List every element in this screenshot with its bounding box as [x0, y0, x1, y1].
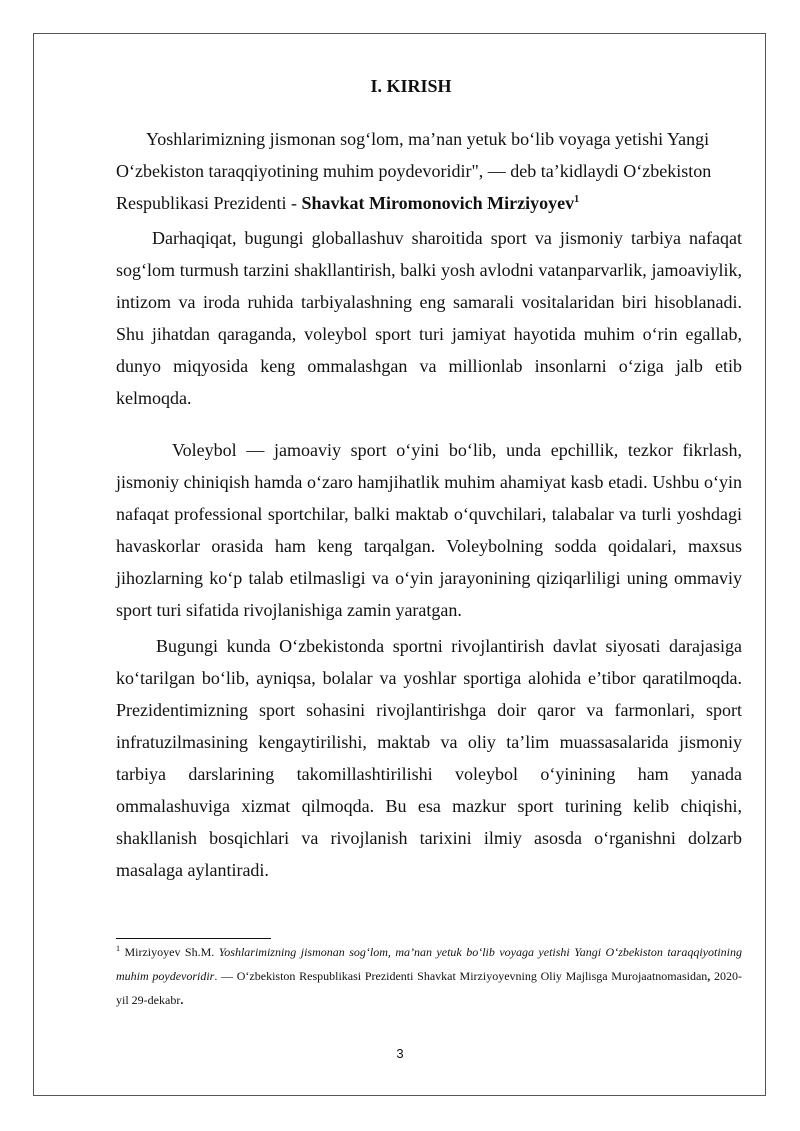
paragraph-volleyball: Voleybol — jamoaviy sport o‘yini bo‘lib, unda epchillik, tezkor fikrlash, jismoniy chiniqish hamda o‘zaro hamjihatlik muhim ahamiyat kasb etadi. Ushbu o‘yin nafaqat professional sportchilar, balki maktab o‘quvchilari, talabalar va turli yoshdagi havaskorlar orasida ham keng tarqalgan. Voleybolning sodda qoidalari, maxsus jihozlarning ko‘p talab etilmasligi va o‘yin jarayonining qiziqarliligi uning ommaviy sport turi sifatida rivojlanishiga zamin yaratgan. — [116, 440, 742, 620]
footnote-separator — [116, 938, 271, 939]
footnote-marker: 1 — [116, 944, 120, 953]
footnote-author: Mirziyoyev Sh.M. — [124, 945, 215, 959]
section-heading: I. KIRISH — [370, 76, 452, 96]
footnote-reference[interactable]: 1 — [574, 194, 580, 205]
footnote-title: Yoshlarimizning jismonan sog‘lom, ma’nan yetuk bo‘lib voyaga yetishi Yangi O‘zbekiston taraqqiyotining muhim poydevoridir — [116, 945, 742, 983]
paragraph-uzbekistan-sport: Bugungi kunda O‘zbekistonda sportni rivojlantirish davlat siyosati darajasiga ko‘tarilgan bo‘lib, ayniqsa, bolalar va yoshlar sportiga alohida e’tibor qaratilmoqda. Prezidentimizning sport sohasini rivojlantirishga doir qaror va farmonlari, sport infratuzilmasining kengaytirilishi, maktab va oliy ta’lim muassasalarida jismoniy tarbiya darslarining takomillashtirilishi voleybol o‘yinining ham yanada ommalashuviga xizmat qilmoqda. Bu esa mazkur sport turining kelib chiqishi, shakllanish bosqichlari va rivojlanish tarixini ilmiy asosda o‘rganishni dolzarb masalaga aylantiradi. — [116, 636, 742, 880]
footnote-date: 2020-yil 29-dekabr — [116, 969, 742, 1007]
footnote-source: . — O‘zbekiston Respublikasi Prezidenti Shavkat Mirziyoyevning Oliy Majlisga Murojaatnomasidan — [214, 969, 708, 983]
footnote-period: . — [180, 993, 184, 1007]
footnote-comma: , — [707, 969, 711, 983]
footnote — [116, 940, 742, 1012]
author-name: Shavkat Miromonovich Mirziyoyev — [301, 193, 575, 213]
paragraph-globalization: Darhaqiqat, bugungi globallashuv sharoitida sport va jismoniy tarbiya nafaqat sog‘lom turmush tarzini shakllantirish, balki yosh avlodni vatanparvarlik, jamoaviylik, intizom va iroda ruhida tarbiyalashning eng samarali vositalaridan biri hisoblanadi. Shu jihatdan qaraganda, voleybol sport turi jamiyat hayotida muhim o‘rin egallab, dunyo miqyosida keng ommalashgan va millionlab insonlarni o‘ziga jalb etib kelmoqda. — [116, 228, 742, 408]
intro-quote-paragraph — [116, 123, 746, 219]
page-number: 3 — [396, 1046, 404, 1061]
intro-quote-text: Yoshlarimizning jismonan sog‘lom, ma’nan yetuk bo‘lib voyaga yetishi Yangi O‘zbekiston taraqqiyotining muhim poydevoridir", — deb ta’kidlaydi O‘zbekiston Respublikasi Prezidenti - — [116, 129, 712, 213]
